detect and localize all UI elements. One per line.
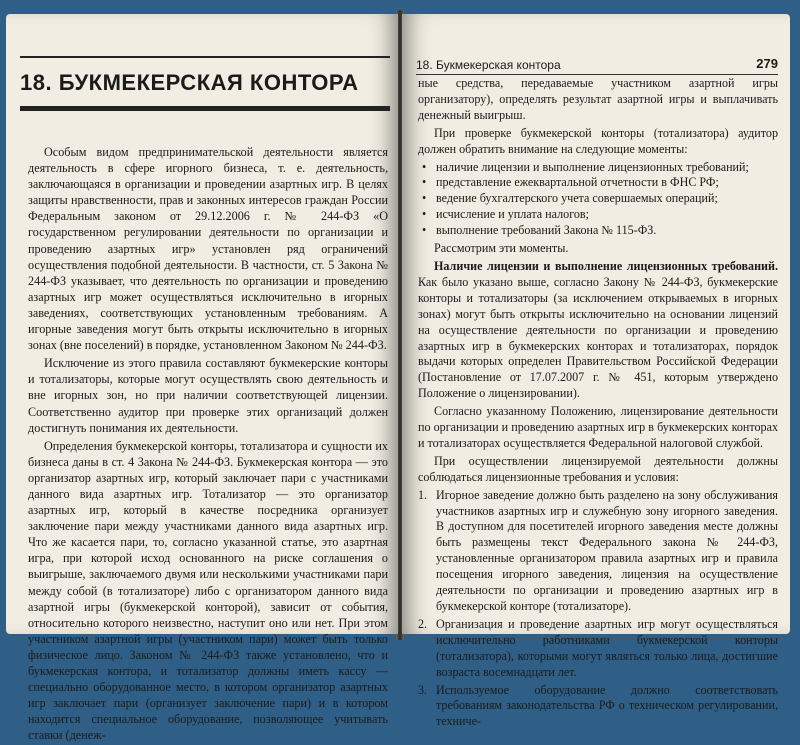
list-item: • представление ежеквартальной отчетности в ФНС РФ; — [422, 175, 719, 190]
list-item: • выполнение требований Закона № 115-ФЗ. — [422, 223, 657, 238]
left-paragraph-2: Исключение из этого правила составляют букмекерские конторы и тотализаторы, которые могут осуществлять свою деятельность и вне игорных зон, но при наличии соответствующей лицензии. Соответственно аудитор при проверке этих организаций должен достигнуть понимания их деятельности. — [28, 356, 388, 435]
item-number: 1. — [418, 487, 428, 502]
list-item: • ведение бухгалтерского учета совершаемых операций; — [422, 191, 718, 206]
left-body-text — [28, 144, 388, 745]
left-paragraph-3: Определения букмекерской конторы, тотализатора и сущности их бизнеса даны в ст. 4 Закона № 244-ФЗ. Букмекерская контора — это организатор азартных игр, который заключает пари с участниками данного вида азартных игр. Тотализатор — это организатор азартных игр, который в качестве посредника организует заключение пари между участниками данного вида азартных игр. Что же касается пари, то, согласно указанной статье, это азартная игра, при которой исход основанного на риске соглашения о выигрыше, заключаемого двумя или несколькими участниками пари между собой (в тотализаторе) либо с организатором данного вида азартной игры (букмекерской конторой), зависит от события, относительно которого неизвестно, наступит оно или нет. При этом участником азартной игры (участником пари) может быть только физическое лицо. Законом № 244-ФЗ также установлено, что и букмекерская контора, и тотализатор должны иметь кассу — специально оборудованное место, в котором организатор азартных игр заключает пари (организует заключение пари) и в котором находится специальное оборудование, позволяющее учитывать ставки (денеж- — [28, 438, 388, 743]
section-text: Как было указано выше, согласно Закону № 244-ФЗ, букмекерские конторы и тотализаторы (за исключением открываемых в игорных зонах) могут быть открыты исключительно на основании лицензий на осуществление деятельности по организации и проведению азартных игр в букмекерских конторах и тотализаторах, порядок выдачи которых определен Правительством Российской Федерации (Постановление от 17.07.2007 г. № 451, которым утверждено Положение о лицензировании). — [418, 274, 778, 401]
item-number: 2. — [418, 616, 428, 631]
requirements-list — [418, 488, 778, 731]
numbered-item: 3. Используемое оборудование должно соответствовать требованиям законодательства РФ о техническом регулировании, техниче- — [418, 682, 778, 729]
audit-intro-paragraph: При проверке букмекерской конторы (тотализатора) аудитор должен обратить внимание на следующие моменты: — [418, 125, 778, 156]
page-number: 279 — [756, 56, 778, 71]
item-number: 3. — [418, 682, 428, 697]
numbered-item: 2. Организация и проведение азартных игр могут осуществляться исключительно работниками букмекерской конторы (тотализатора), которыми могут являться только лица, достигшие возраста восемнадцати лет. — [418, 616, 778, 679]
section-heading: Наличие лицензии и выполнение лицензионных требований. — [434, 258, 778, 273]
left-paragraph-1: Особым видом предпринимательской деятельности является деятельность в сфере игорного бизнеса, т. е. деятельность, заключающаяся в организации и проведении азартных игр. В целях защиты нравственности, прав и законных интересов граждан России Федеральным законом от 29.12.2006 г. № 244-ФЗ «О государственном регулировании деятельности по организации и проведению азартных игр» установлен ряд ограничений осуществления подобной деятельности. В частности, ст. 5 Закона № 244-ФЗ указывает, что деятельность по организации и проведению азартных игр может осуществляться исключительно в игорных заведениях, соответствующих установленным требованиям. А игорные заведения могут быть открыты исключительно в игорных зонах (вне поселений) в порядке, установленном Законом № 244-ФЗ. — [28, 145, 388, 353]
chapter-top-rule — [20, 56, 390, 58]
fns-paragraph: Согласно указанному Положению, лицензирование деятельности по организации и проведению азартных игр в букмекерских конторах и тотализаторах осуществляется Федеральной налоговой службой. — [418, 404, 778, 450]
audit-points-list — [418, 160, 778, 240]
bullet-icon: • — [422, 175, 427, 190]
requirements-intro-paragraph: При осуществлении лицензируемой деятельности должны соблюдаться лицензионные требования и условия: — [418, 453, 778, 484]
bullet-icon: • — [422, 223, 427, 238]
left-page — [6, 14, 398, 743]
consider-paragraph: Рассмотрим эти моменты. — [434, 241, 569, 256]
right-page — [402, 14, 790, 729]
chapter-bottom-rule — [20, 106, 390, 111]
list-item: • исчисление и уплата налогов; — [422, 207, 589, 222]
running-header — [416, 58, 778, 75]
right-body-text — [418, 76, 778, 732]
chapter-title: 18. БУКМЕКЕРСКАЯ КОНТОРА — [20, 70, 359, 95]
right-intro-paragraph: ные средства, передаваемые участником азартной игры организатору), определять результат азартной игры и выплачивать денежный выигрыш. — [418, 76, 778, 122]
list-item: • наличие лицензии и выполнение лицензионных требований; — [422, 159, 749, 174]
bullet-icon: • — [422, 159, 427, 174]
bullet-icon: • — [422, 191, 427, 206]
running-head-title: 18. Букмекерская контора — [416, 58, 561, 72]
license-section-paragraph — [418, 259, 778, 402]
bullet-icon: • — [422, 207, 427, 222]
numbered-item: 1. Игорное заведение должно быть разделено на зону обслуживания участников азартных игр и служебную зону игорного заведения. В доступном для посетителей игорного заведения месте должны быть размещены текст Федерального закона № 244-ФЗ, установленные организатором правила азартных игр и правила посещения игорного заведения, лицензия на осуществление деятельности по организации и проведению азартных игр в букмекерской конторе (тотализаторе). — [418, 487, 778, 613]
